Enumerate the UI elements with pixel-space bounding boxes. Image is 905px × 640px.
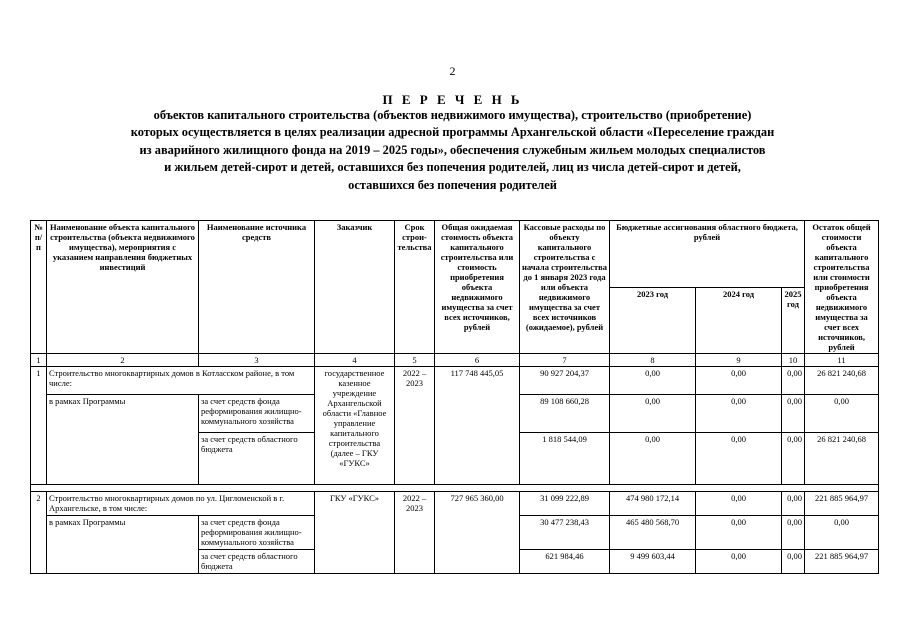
col-number: 3 (199, 354, 315, 367)
table-gap-row (31, 485, 879, 492)
y2025-cell: 0,00 (782, 367, 805, 395)
y2024-cell: 0,00 (696, 367, 782, 395)
source-cell: за счет средств областного бюджета (199, 433, 315, 485)
cash-cell: 90 927 204,37 (520, 367, 610, 395)
y2024-cell: 0,00 (696, 395, 782, 433)
col-number: 11 (805, 354, 879, 367)
cash-cell: 30 477 238,43 (520, 516, 610, 550)
gap-cell (31, 485, 879, 492)
object-name: Строительство многоквартирных домов в Котласском районе, в том числе: (47, 367, 315, 395)
y2024-cell: 0,00 (696, 516, 782, 550)
header-source: Наименование источника средств (199, 221, 315, 354)
remainder-cell: 221 885 964,97 (805, 550, 879, 574)
source-cell: за счет средств фонда реформирования жилищно-коммунального хозяйства (199, 516, 315, 550)
cash-cell: 1 818 544,09 (520, 433, 610, 485)
title-line: которых осуществляется в целях реализации адресной программы Архангельской области «Переселение граждан (130, 125, 775, 140)
y2023-cell: 474 980 172,14 (610, 492, 696, 516)
customer-cell: государственное казенное учреждение Архангельской области «Главное управление капитального строительства (далее – ГКУ «ГУКС» (315, 367, 395, 485)
table-row-object-1 (31, 367, 879, 395)
header-customer: Заказчик (315, 221, 395, 354)
total-cost-cell: 117 748 445,05 (435, 367, 520, 485)
header-2024: 2024 год (696, 287, 782, 354)
y2024-cell: 0,00 (696, 433, 782, 485)
header-budget-group: Бюджетные ассигнования областного бюджета, рублей (610, 221, 805, 288)
title-line: и жильем детей-сирот и детей, оставшихся без попечения родителей, лиц из числа детей-сирот и детей, (164, 160, 741, 175)
header-remainder: Остаток общей стоимости объекта капитального строительства или стоимости приобретения объекта недвижимого имущества за счет всех источников, рублей (805, 221, 879, 354)
header-2025: 2025 год (782, 287, 805, 354)
header-num: № п/п (31, 221, 47, 354)
y2025-cell: 0,00 (782, 516, 805, 550)
column-numbers-row (31, 354, 879, 367)
y2025-cell: 0,00 (782, 550, 805, 574)
title-line: объектов капитального строительства (объектов недвижимого имущества), строительство (приобретение) (153, 108, 752, 122)
source-cell: за счет средств областного бюджета (199, 550, 315, 574)
objects-table (30, 220, 879, 574)
col-number: 6 (435, 354, 520, 367)
y2023-cell: 0,00 (610, 367, 696, 395)
title-main: П Е Р Е Ч Е Н Ь (382, 92, 523, 107)
y2023-cell: 0,00 (610, 395, 696, 433)
row-num: 1 (31, 367, 47, 485)
remainder-cell: 0,00 (805, 395, 879, 433)
page-number: 2 (449, 64, 456, 78)
source-cell: за счет средств фонда реформирования жилищно-коммунального хозяйства (199, 395, 315, 433)
cash-cell: 621 984,46 (520, 550, 610, 574)
table-row-object-2 (31, 492, 879, 516)
program-label: в рамках Программы (47, 516, 199, 574)
title-line: оставшихся без попечения родителей (348, 177, 557, 192)
y2024-cell: 0,00 (696, 492, 782, 516)
title-line: из аварийного жилищного фонда на 2019 – 2025 годы», обеспечения служебным жильем молодых специалистов (139, 142, 766, 157)
remainder-cell: 26 821 240,68 (805, 433, 879, 485)
col-number: 7 (520, 354, 610, 367)
object-name: Строительство многоквартирных домов по ул. Цигломенской в г. Архангельске, в том числе: (47, 492, 315, 516)
header-cash: Кассовые расходы по объекту капитального строительства с начала строительства до 1 января 2023 года или объекта недвижимого имущества за счет всех источников (ожидаемое), рублей (520, 221, 610, 354)
program-label: в рамках Программы (47, 395, 199, 485)
col-number: 2 (47, 354, 199, 367)
y2023-cell: 9 499 603,44 (610, 550, 696, 574)
term-cell: 2022 – 2023 (395, 492, 435, 574)
header-object: Наименование объекта капитального строительства (объекта недвижимого имущества), мероприятия с указанием направления бюджетных инвестиций (47, 221, 199, 354)
y2025-cell: 0,00 (782, 492, 805, 516)
header-2023: 2023 год (610, 287, 696, 354)
col-number: 5 (395, 354, 435, 367)
header-total-cost: Общая ожидаемая стоимость объекта капитального строительства или стоимость приобретения объекта недвижимого имущества за счет всех источников, рублей (435, 221, 520, 354)
header-term: Срок строи-тельства (395, 221, 435, 354)
y2024-cell: 0,00 (696, 550, 782, 574)
y2025-cell: 0,00 (782, 395, 805, 433)
y2023-cell: 0,00 (610, 433, 696, 485)
total-cost-cell: 727 965 360,00 (435, 492, 520, 574)
document-title (40, 92, 865, 194)
row-num: 2 (31, 492, 47, 574)
col-number: 10 (782, 354, 805, 367)
col-number: 1 (31, 354, 47, 367)
col-number: 4 (315, 354, 395, 367)
y2025-cell: 0,00 (782, 433, 805, 485)
col-number: 8 (610, 354, 696, 367)
remainder-cell: 0,00 (805, 516, 879, 550)
term-cell: 2022 – 2023 (395, 367, 435, 485)
y2023-cell: 465 480 568,70 (610, 516, 696, 550)
col-number: 9 (696, 354, 782, 367)
customer-cell: ГКУ «ГУКС» (315, 492, 395, 574)
cash-cell: 31 099 222,89 (520, 492, 610, 516)
remainder-cell: 221 885 964,97 (805, 492, 879, 516)
cash-cell: 89 108 660,28 (520, 395, 610, 433)
table-header-row (31, 221, 879, 288)
remainder-cell: 26 821 240,68 (805, 367, 879, 395)
